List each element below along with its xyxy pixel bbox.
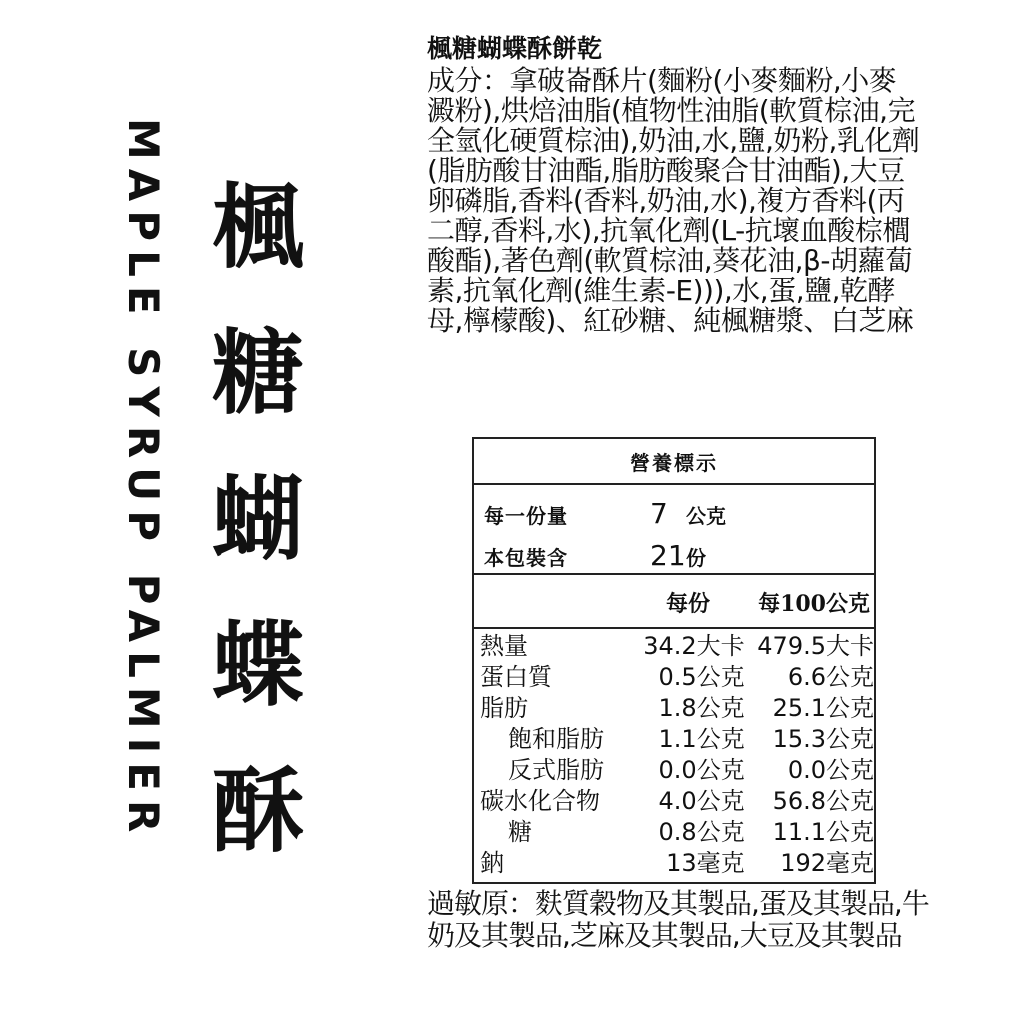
per-100g-value: 6.6公克 [787,663,874,691]
per-100g-value: 0.0公克 [787,756,874,784]
english-product-title: MAPLE SYRUP PALMIER [119,118,168,842]
nutrition-row [474,662,874,693]
serving-info [474,485,874,575]
title-char: 蝶 [211,612,304,719]
nutrient-name: 飽和脂肪 [508,725,604,753]
title-char: 酥 [211,758,304,865]
serving-size-unit: 公克 [686,504,726,528]
nutrition-title: 營養標示 [474,439,874,485]
servings-per-package-row [484,539,706,572]
title-char: 楓 [211,174,304,281]
nutrition-facts-table [472,437,876,884]
product-name: 楓糖蝴蝶酥餅乾 [427,34,603,63]
nutrition-row [474,817,874,848]
serving-size-value: 7 [650,497,668,530]
per-serving-value: 0.8公克 [658,818,745,846]
servings-per-package-unit: 份 [686,546,706,570]
allergen-text: 過敏原：麩質穀物及其製品,蛋及其製品,牛奶及其製品,芝麻及其製品,大豆及其製品 [427,887,929,952]
serving-size-row [484,497,726,530]
nutrient-name: 熱量 [480,632,528,660]
per-100g-value: 15.3公克 [772,725,874,753]
nutrition-row [474,755,874,786]
nutrient-name: 蛋白質 [480,663,552,691]
per-100g-value: 11.1公克 [772,818,874,846]
per-100g-value: 56.8公克 [772,787,874,815]
per-serving-value: 1.1公克 [658,725,745,753]
per-serving-value: 0.5公克 [658,663,745,691]
nutrition-rows [474,629,874,879]
per-serving-value: 0.0公克 [658,756,745,784]
per-100g-header: 每100公克 [758,591,870,617]
per-serving-value: 13毫克 [666,849,745,877]
title-char: 糖 [211,320,304,427]
nutrition-row [474,848,874,879]
per-serving-value: 34.2大卡 [643,632,745,660]
nutrient-name: 脂肪 [480,694,528,722]
nutrition-row [474,631,874,662]
nutrition-row [474,724,874,755]
per-100g-value: 479.5大卡 [757,632,874,660]
nutrient-name: 碳水化合物 [480,787,600,815]
nutrient-name: 鈉 [480,849,504,877]
nutrient-name: 反式脂肪 [508,756,604,784]
per-serving-value: 1.8公克 [658,694,745,722]
title-char: 蝴 [211,466,304,573]
serving-size-label: 每一份量 [484,504,568,528]
nutrition-row [474,786,874,817]
servings-per-package-value: 21 [650,539,686,572]
per-100g-value: 192毫克 [780,849,874,877]
per-100g-value: 25.1公克 [772,694,874,722]
chinese-product-title [208,174,308,912]
per-serving-value: 4.0公克 [658,787,745,815]
nutrient-name: 糖 [508,818,532,846]
servings-per-package-label: 本包裝含 [484,546,568,570]
nutrition-row [474,693,874,724]
ingredients-text: 成分：拿破崙酥片(麵粉(小麥麵粉,小麥澱粉),烘焙油脂(植物性油脂(軟質棕油,完全氫化硬質棕油),奶油,水,鹽,奶粉,乳化劑(脂肪酸甘油酯,脂肪酸聚合甘油酯),大豆卵磷脂,香料(香料,奶油,水),複方香料(丙二醇,香料,水),抗氧化劑(L-抗壞血酸棕櫚酸酯),著色劑(軟質棕油,葵花油,β-胡蘿蔔素,抗氧化劑(維生素-E))),水,蛋,鹽,乾酵母,檸檬酸)、紅砂糖、純楓糖漿、白芝麻 [427,64,920,337]
nutrition-column-headers [474,575,874,629]
per-serving-header: 每份 [666,591,711,617]
